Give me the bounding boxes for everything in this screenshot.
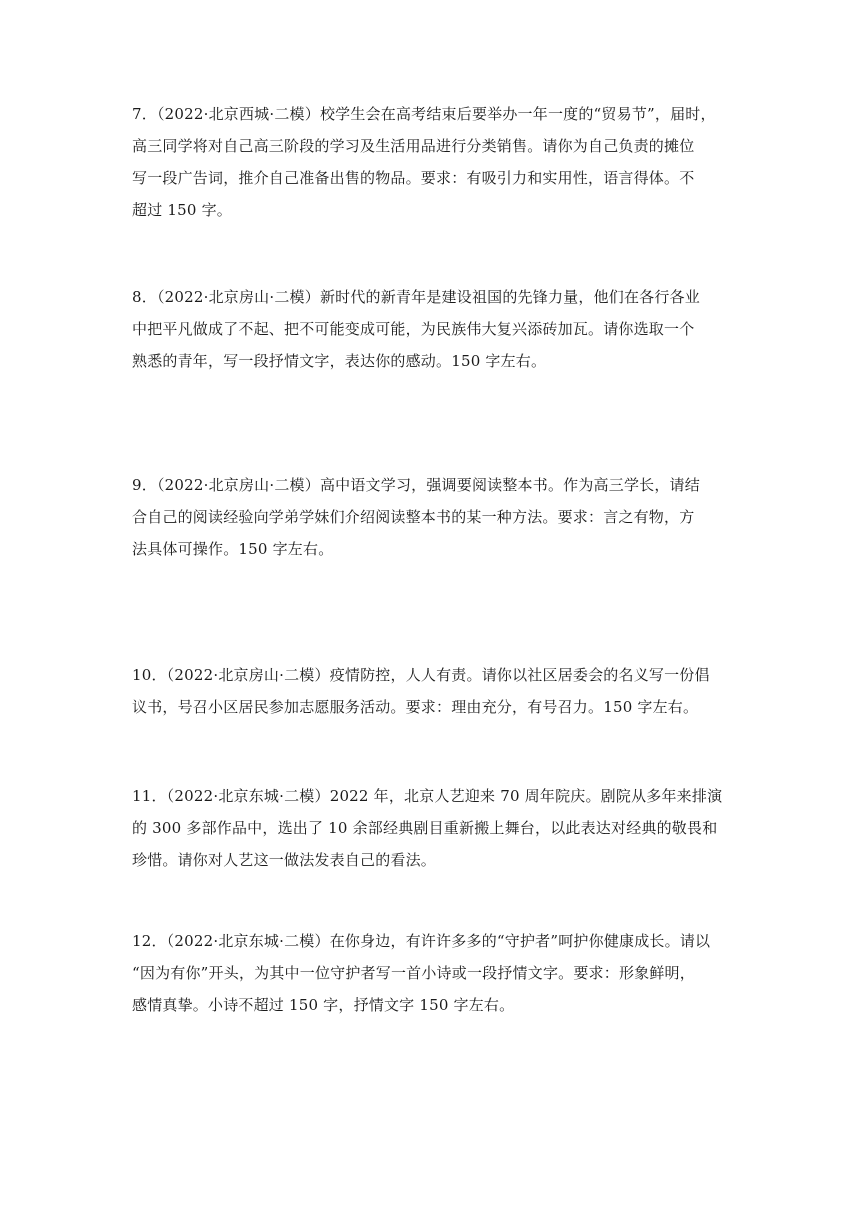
question-8-line-1: 8．（2022·北京房山·二模）新时代的新青年是建设祖国的先锋力量，他们在各行各业 [132, 288, 700, 306]
question-11 [132, 780, 734, 876]
question-7-line-2: 高三同学将对自己高三阶段的学习及生活用品进行分类销售。请你为自己负责的摊位 [132, 137, 695, 155]
question-8 [132, 281, 734, 377]
question-11-line-2: 的 300 多部作品中，选出了 10 余部经典剧目重新搬上舞台，以此表达对经典的敬畏和 [132, 819, 718, 837]
question-9-line-3: 法具体可操作。150 字左右。 [132, 540, 334, 558]
question-7-line-4: 超过 150 字。 [132, 201, 232, 219]
question-8-line-3: 熟悉的青年，写一段抒情文字，表达你的感动。150 字左右。 [132, 352, 547, 370]
question-10-line-2: 议书，号召小区居民参加志愿服务活动。要求：理由充分，有号召力。150 字左右。 [132, 698, 699, 716]
question-7-line-3: 写一段广告词，推介自己准备出售的物品。要求：有吸引力和实用性，语言得体。不 [132, 169, 695, 187]
question-8-line-2: 中把平凡做成了不起、把不可能变成可能，为民族伟大复兴添砖加瓦。请你选取一个 [132, 320, 695, 338]
question-12-line-2: “因为有你”开头，为其中一位守护者写一首小诗或一段抒情文字。要求：形象鲜明， [132, 964, 695, 982]
question-12-line-1: 12．（2022·北京东城·二模）在你身边，有许许多多的“守护者”呵护你健康成长。请以 [132, 932, 711, 950]
question-11-line-1: 11．（2022·北京东城·二模）2022 年，北京人艺迎来 70 周年院庆。剧院从多年来排演 [132, 787, 723, 805]
question-7 [132, 98, 734, 226]
question-9-line-1: 9．（2022·北京房山·二模）高中语文学习，强调要阅读整本书。作为高三学长，请结 [132, 476, 700, 494]
question-10-line-1: 10．（2022·北京房山·二模）疫情防控，人人有责。请你以社区居委会的名义写一份倡 [132, 666, 710, 684]
question-9-line-2: 合自己的阅读经验向学弟学妹们介绍阅读整本书的某一种方法。要求：言之有物，方 [132, 508, 695, 526]
question-12-line-3: 感情真挚。小诗不超过 150 字，抒情文字 150 字左右。 [132, 996, 515, 1014]
question-7-line-1: 7．（2022·北京西城·二模）校学生会在高考结束后要举办一年一度的“贸易节”，届时， [132, 105, 716, 123]
question-11-line-3: 珍惜。请你对人艺这一做法发表自己的看法。 [132, 851, 437, 869]
question-9 [132, 469, 734, 565]
question-12 [132, 925, 734, 1021]
question-10 [132, 659, 734, 723]
